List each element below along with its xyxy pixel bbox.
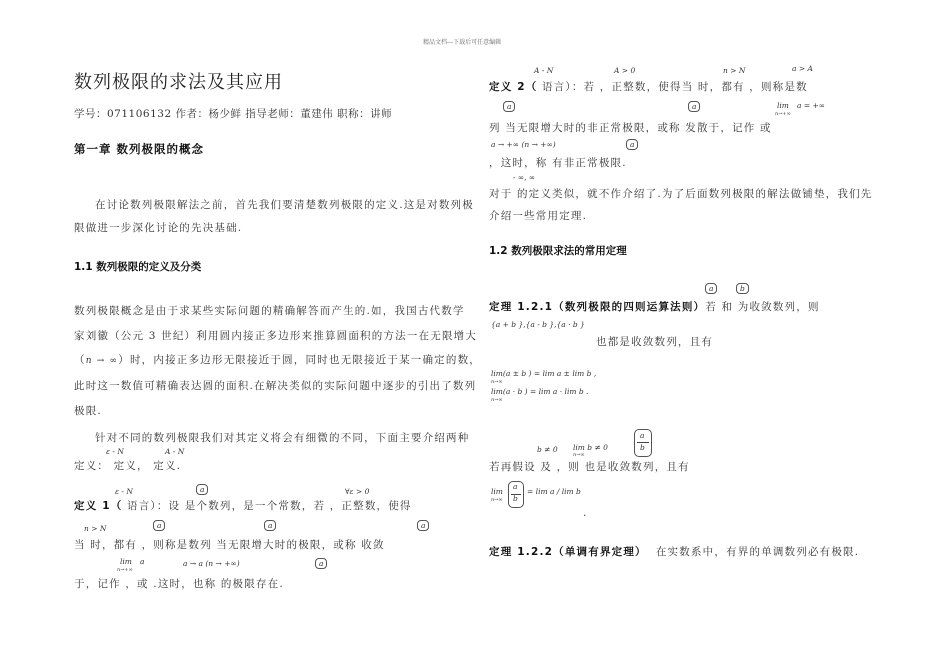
definition-2-line-3: ，这时，称 有非正常极限. — [489, 157, 627, 169]
math-frac-den: b — [640, 443, 645, 452]
math-lim-r: lim — [777, 101, 789, 110]
definition-2-label: 定义 2（ — [489, 81, 538, 93]
definition-1-line-2: 当 时，都有 ，则称是数列 当无限增大时的极限，或称 收敛 — [74, 539, 385, 551]
theorem-2-line — [489, 544, 859, 559]
math-lim-sub: n→+∞ — [117, 567, 133, 573]
math-n-to-inf: n → ∞ — [85, 356, 119, 366]
formula-product-limit: lim(a · b ) = lim a · lim b . — [491, 387, 589, 396]
math-frac-num: a — [640, 431, 645, 440]
theorem-1-line-2: 也都是收敛数列，且有 — [596, 336, 713, 348]
math-eps-N-2: ε - N — [115, 487, 133, 496]
definition-2-line-5: 介绍一些常用定理. — [489, 210, 588, 222]
theorem-1-line-1 — [489, 299, 820, 314]
formula-frac-den: b — [513, 494, 518, 503]
para-line-3-rest: ）时，内接正多边形无限接近于圆，同时也无限接近于某一确定的数， — [118, 354, 481, 366]
math-bn-neq-0: b ≠ 0 — [537, 445, 558, 454]
math-n-gt-N-r: n > N — [723, 66, 746, 75]
section-1-2-heading: 1.2 数列极限求法的常用定理 — [489, 245, 627, 257]
para-line-2: 家刘徽（公元 3 世纪）利用圆内接正多边形来推算圆面积的方法一在无限增大 — [74, 330, 478, 342]
formula-quotient-rhs: = lim a / lim b — [527, 487, 581, 496]
chapter-heading: 第一章 数列极限的概念 — [74, 142, 205, 156]
definition-2-line-1 — [489, 79, 808, 94]
math-an-4: a — [315, 558, 327, 569]
formula-period: . — [583, 507, 588, 519]
math-lim-bn-neq-0: lim b ≠ 0 — [573, 443, 608, 452]
author-meta: 学号：071106132 作者：杨少鲜 指导老师：董建伟 职称：讲师 — [74, 108, 393, 120]
para-line-7: 定义： 定义， 定义. — [74, 460, 182, 472]
para-line-3 — [74, 352, 481, 367]
math-lim-an: a — [140, 557, 145, 566]
page-header: 精品文档---下载后可任意编辑 — [423, 39, 502, 46]
definition-2-line-2: 列 当无限增大时的非正常极限，或称 发散于，记作 或 — [489, 122, 772, 134]
para-line-5: 极限. — [74, 405, 102, 417]
definition-1-label: 定义 1（ — [74, 500, 123, 512]
section-1-1-heading: 1.1 数列极限的定义及分类 — [74, 261, 202, 273]
math-A-N-r: A - N — [534, 66, 554, 75]
math-an-r4: a — [705, 283, 717, 294]
math-an-3: a — [417, 520, 429, 531]
math-lim-sub-r: n→+∞ — [775, 111, 791, 117]
theorem-1-label: 定理 1.2.1（数列极限的四则运算法则） — [489, 301, 706, 313]
formula-sub-2: n→∞ — [491, 397, 503, 403]
formula-frac-num: a — [513, 482, 518, 491]
math-lim-bn-sub: n→∞ — [573, 452, 585, 458]
math-eps-N: ε - N — [106, 447, 124, 456]
math-minus-inf: - ∞, ∞ — [513, 173, 536, 182]
math-set-sum-diff-prod: {a + b },{a - b },{a · b } — [491, 320, 585, 329]
math-frac-brace — [634, 429, 652, 457]
math-n-gt-N: n > N — [84, 524, 107, 533]
math-an-1: a — [196, 484, 208, 495]
formula-frac-brace — [508, 481, 524, 508]
formula-sub-1: n→∞ — [491, 379, 503, 385]
formula-sum-limit: lim(a ± b ) = lim a ± lim b , — [491, 369, 597, 378]
page-title: 数列极限的求法及其应用 — [74, 72, 283, 93]
math-A-gt-0: A > 0 — [614, 66, 636, 75]
math-arrow-inf: a → +∞ (n → +∞) — [491, 140, 556, 149]
definition-1-line-3: 于，记作 ，或 .这时，也称 的极限存在. — [74, 578, 284, 590]
theorem-1-line-3: 若再假设 及 ，则 也是收敛数列，且有 — [489, 461, 690, 473]
para-line-4: 此时这一数值可精确表达圆的面积.在解决类似的实际问题中逐步的引出了数列 — [74, 380, 477, 392]
math-A-N: A - N — [165, 447, 185, 456]
paren-open: （ — [74, 354, 86, 366]
math-an-2: a — [264, 520, 276, 531]
theorem-2-text: 在实数系中，有界的单调数列必有极限. — [655, 546, 860, 558]
math-bn-r1: b — [736, 283, 749, 294]
formula-sub-3: n→∞ — [491, 497, 503, 503]
math-an-r1: a — [503, 101, 515, 112]
math-lim-inf: a = +∞ — [797, 101, 826, 110]
intro-line-2: 限做进一步深化讨论的先决基础. — [74, 222, 243, 234]
definition-1-text: 语言）：设 是个数列，是一个常数，若 ，正整数，使得 — [122, 500, 412, 512]
intro-line-1: 在讨论数列极限解法之前，首先我们要清楚数列极限的定义.这是对数列极 — [95, 199, 474, 211]
math-an-r3: a — [626, 139, 638, 150]
theorem-2-label: 定理 1.2.2（单调有界定理） — [489, 546, 647, 558]
definition-1-line-1 — [74, 498, 412, 513]
para-line-6: 针对不同的数列极限我们对其定义将会有细微的不同，下面主要介绍两种 — [95, 432, 470, 444]
para-line-1: 数列极限概念是由于求某些实际问题的精确解答而产生的.如，我国古代数学 — [74, 305, 465, 317]
definition-2-text: 语言）：若 ，正整数，使得当 时，都有 ，则称是数 — [537, 81, 808, 93]
math-an-r2: a — [688, 101, 700, 112]
math-forall-eps: ∀ε > 0 — [345, 487, 370, 496]
math-arrow-limit: a → a (n → +∞) — [183, 559, 240, 568]
formula-quotient-lim: lim — [491, 487, 503, 496]
math-abs-an-a: a — [153, 520, 165, 531]
theorem-1-text: 若 和 为收敛数列，则 — [705, 301, 820, 313]
math-lim: lim — [120, 557, 132, 566]
math-an-gt-A: a > A — [792, 64, 813, 73]
definition-2-line-4: 对于 的定义类似，就不作介绍了.为了后面数列极限的解法做铺垫，我们先 — [489, 188, 873, 200]
